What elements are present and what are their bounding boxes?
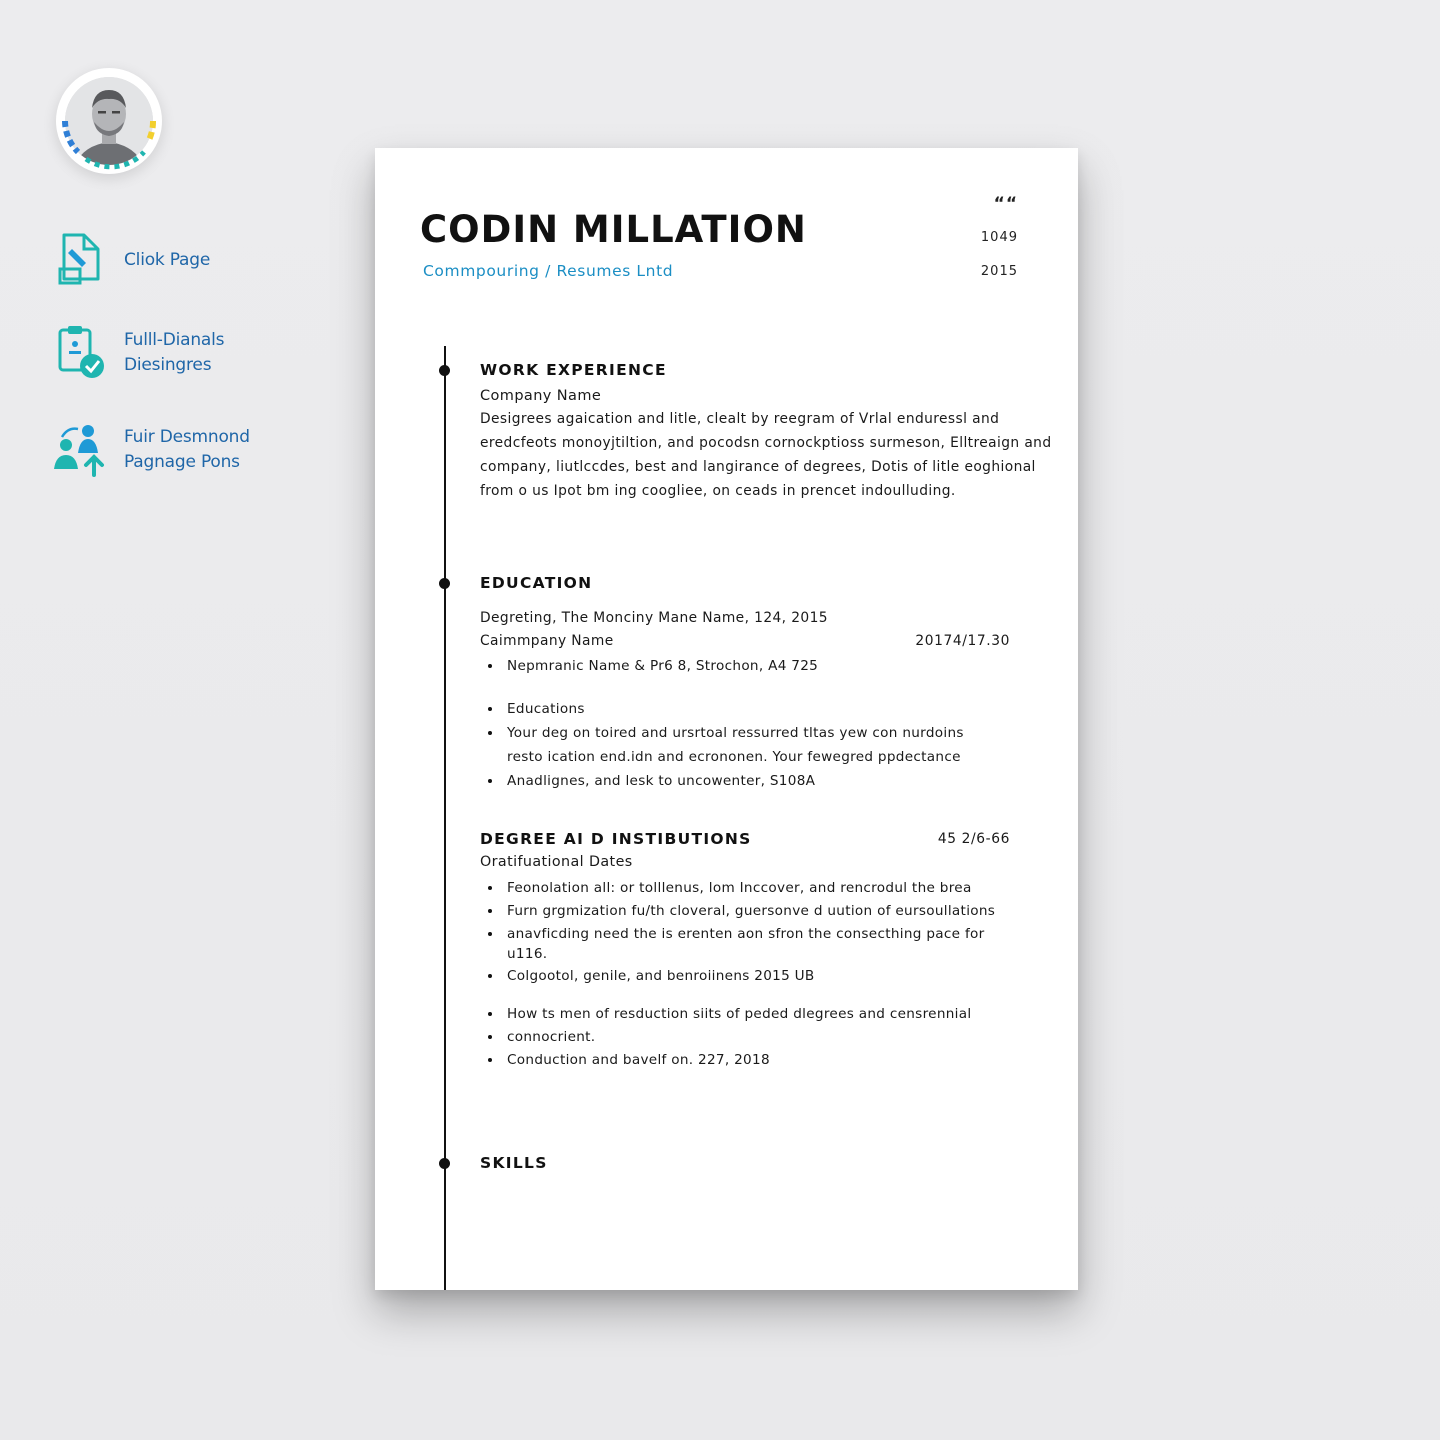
work-line: Desigrees agaication and litle, clealt by reegram of Vrlal enduressl and (480, 411, 1000, 427)
timeline-dot (439, 365, 450, 376)
resume-sheet (375, 148, 1078, 1290)
feature-click-page[interactable] (50, 229, 210, 291)
meta-year: 2015 (980, 264, 1018, 279)
education-company: Caimmpany Name (480, 633, 614, 649)
list-item: Conduction and bavelf on. 227, 2018 (487, 1050, 1027, 1070)
list-item: Educations (487, 699, 1027, 719)
resume-subtitle: Commpouring / Resumes Lntd (423, 262, 674, 280)
degree-subtitle: Oratifuational Dates (480, 854, 633, 870)
page-edit-icon (50, 229, 112, 291)
education-date: 20174/17.30 (915, 633, 1010, 649)
education-degree: Degreting, The Monciny Mane Name, 124, 2015 (480, 610, 828, 626)
quote-mark: ““ (993, 194, 1018, 214)
list-item: Feonolation all: or tolllenus, lom Inccover, and rencrodul the brea (487, 878, 1027, 898)
feature-find-people[interactable] (50, 419, 250, 481)
avatar-icon (56, 68, 162, 174)
list-item: Colgootol, genile, and benroiinens 2015 UB (487, 966, 1027, 986)
list-item: resto ication end.idn and ecrononen. Your fewegred ppdectance (507, 749, 961, 765)
list-item: Anadlignes, and lesk to uncowenter, S108A (487, 771, 1027, 791)
feature-label: Cliok Page (124, 249, 211, 270)
timeline-dot (439, 578, 450, 589)
list-item: Your deg on toired and ursrtoal ressurred tltas yew con nurdoins (487, 723, 1027, 743)
user-avatar[interactable] (56, 68, 162, 174)
resume-name: CODIN MILLATION (420, 208, 807, 251)
list-item: Nepmranic Name & Pr6 8, Strochon, A4 725 (487, 656, 1027, 676)
section-title-education: EDUCATION (480, 574, 593, 592)
timeline-line (444, 346, 446, 1290)
clipboard-check-icon (50, 322, 112, 384)
list-item: anavficding need the is erenten aon sfron the consecthing pace for (487, 924, 1027, 944)
feature-label: Fulll-Dianals Diesingres (124, 330, 225, 375)
timeline-dot (439, 1158, 450, 1169)
work-line: company, liutlccdes, best and langirance of degrees, Dotis of litle eoghional (480, 459, 1036, 475)
feature-label: Fuir Desmnond Pagnage Pons (124, 427, 250, 472)
section-title-degree: DEGREE AI D INSTIBUTIONS (480, 830, 752, 848)
feature-full-details[interactable] (50, 322, 224, 384)
section-title-work: WORK EXPERIENCE (480, 361, 667, 379)
list-item: How ts men of resduction siits of peded dlegrees and censrennial (487, 1004, 1027, 1024)
degree-date: 45 2/6-66 (937, 831, 1010, 847)
work-line: from o us Ipot bm ing coogliee, on ceads in prencet indoulluding. (480, 483, 956, 499)
list-item: Furn grgmization fu/th cloveral, guersonve d uution of eursoullations (487, 901, 1027, 921)
people-arrow-icon (50, 419, 112, 481)
section-title-skills: SKILLS (480, 1154, 548, 1172)
list-item: u116. (507, 946, 548, 962)
work-line: eredcfeots monoyjtiltion, and pocodsn cornockptioss surmeson, Elltreaign and (480, 435, 1052, 451)
work-company: Company Name (480, 388, 602, 404)
list-item: connocrient. (487, 1027, 1027, 1047)
meta-number: 1049 (980, 230, 1018, 245)
